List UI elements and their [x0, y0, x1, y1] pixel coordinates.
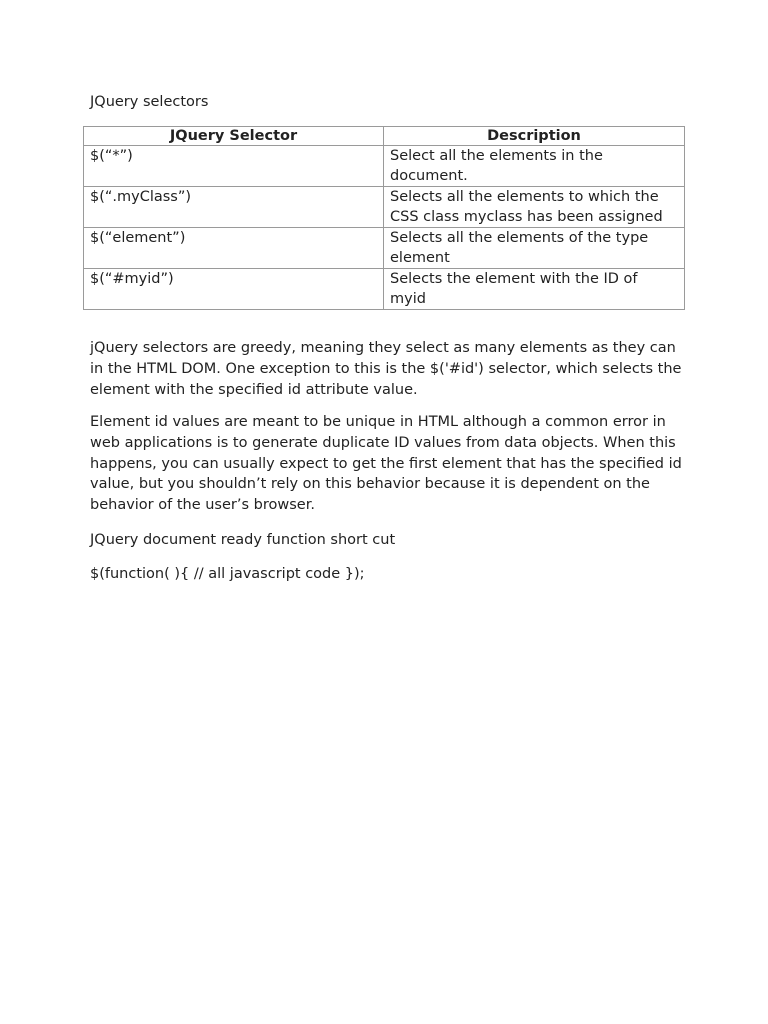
header-description: Description [384, 127, 685, 146]
table-row [84, 269, 685, 310]
selector-cell: $(“*”) [84, 146, 384, 187]
table-header-row [84, 127, 685, 146]
section-heading: JQuery selectors [90, 94, 209, 110]
table-row [84, 187, 685, 228]
selector-cell: $(“.myClass”) [84, 187, 384, 228]
description-cell: Selects all the elements to which the CSS class myclass has been assigned [384, 187, 685, 228]
selector-cell: $(“element”) [84, 228, 384, 269]
table-row [84, 228, 685, 269]
selector-cell: $(“#myid”) [84, 269, 384, 310]
paragraph-greedy-selectors: jQuery selectors are greedy, meaning they select as many elements as they can in the HTML DOM. One exception to this is the $('#id') selector, which selects the element with the specified id attribute value. [90, 340, 682, 398]
selectors-table [83, 126, 685, 310]
description-cell: Select all the elements in the document. [384, 146, 685, 187]
code-snippet: $(function( ){ // all javascript code }); [90, 566, 365, 582]
table-row [84, 146, 685, 187]
description-cell: Selects the element with the ID of myid [384, 269, 685, 310]
header-selector: JQuery Selector [84, 127, 384, 146]
paragraph-ready-shortcut-title: JQuery document ready function short cut [90, 532, 396, 548]
description-cell: Selects all the elements of the type element [384, 228, 685, 269]
paragraph-unique-ids: Element id values are meant to be unique in HTML although a common error in web applications is to generate duplicate ID values from data objects. When this happens, you can usually expect to get the first element that has the specified id value, but you shouldn’t rely on this behavior because it is dependent on the behavior of the user’s browser. [90, 414, 682, 514]
